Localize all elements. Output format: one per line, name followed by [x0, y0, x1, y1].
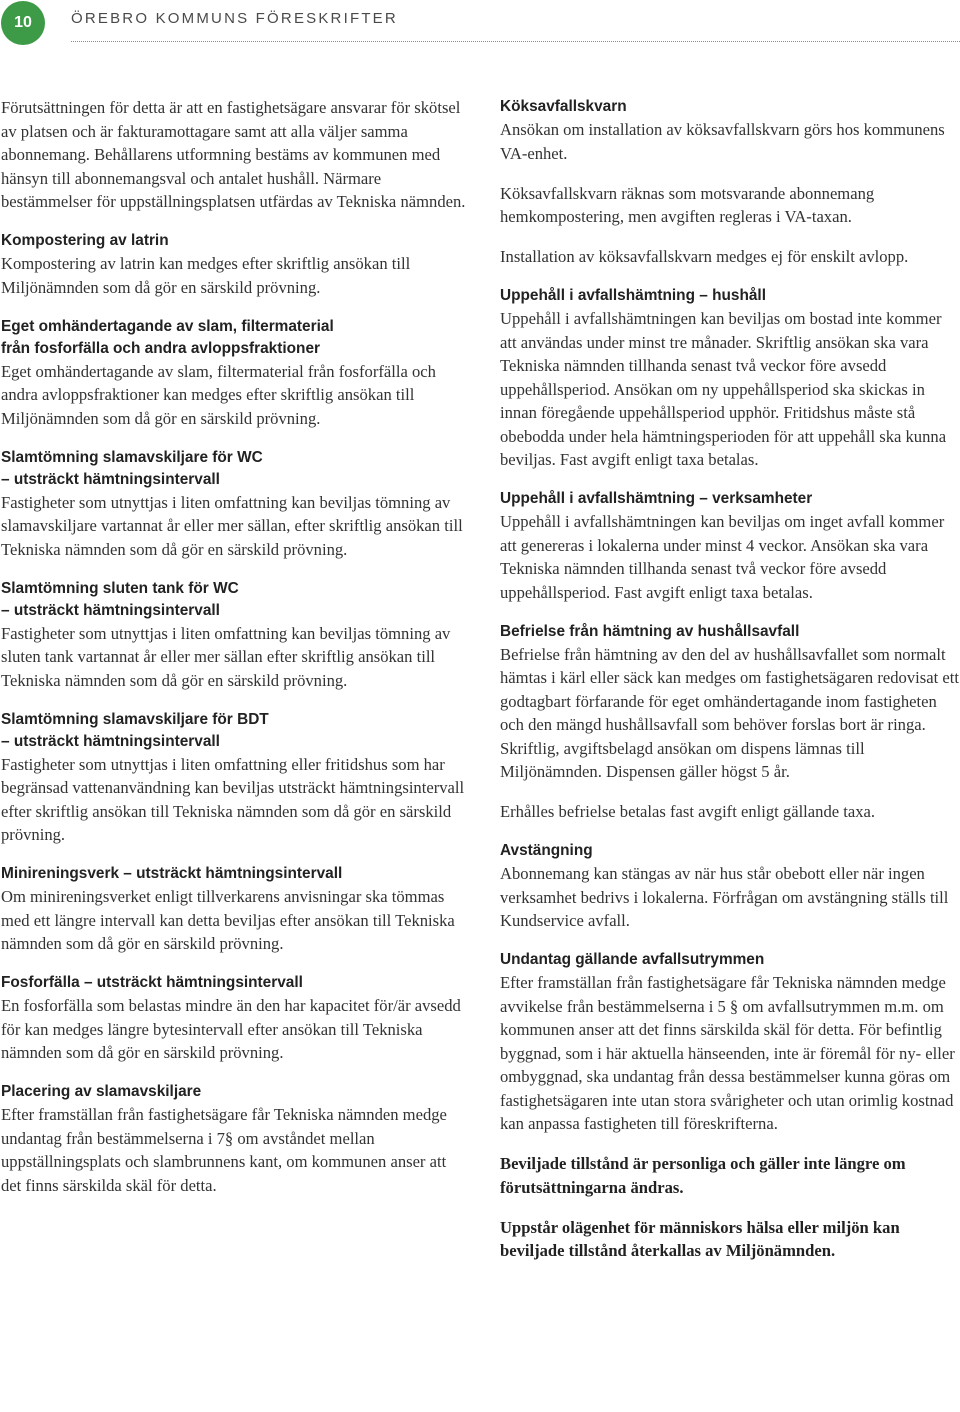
section-paragraph: Kompostering av latrin kan medges efter skriftlig ansökan till Miljönämnden som då gör en särskild prövning.: [1, 254, 411, 297]
section-placering-slamavskiljare: [1, 1081, 466, 1197]
left-column: [1, 96, 466, 1214]
right-column: [500, 96, 960, 1279]
section-paragraph: Befrielse från hämtning av den del av hushållsavfallet som normalt hämtas i kärl eller säck kan medges om fastighetsägaren redovisat ett godtagbart förfarande för eget omhändertagande inom fastigheten och den mängd hushållsavfall som behöver forslas bort är ringa. Skriftlig, avgiftsbelagd ansökan om dispens lämnas till Miljönämnden. Dispensen gäller högst 5 år.: [500, 644, 959, 781]
section-heading: Uppehåll i avfallshämtning – verksamheter: [500, 490, 813, 507]
section-paragraph: En fosforfälla som belastas mindre än den har kapacitet för/är avsedd för kan medges längre bytesintervall efter ansökan till Tekniska nämnden som då gör en särskild prövning.: [1, 996, 461, 1062]
section-heading: Slamtömning sluten tank för WC – utsträckt hämtningsintervall: [1, 579, 239, 619]
section-paragraph: Uppehåll i avfallshämtningen kan beviljas om bostad inte kommer att användas under minst tre månader. Skriftlig ansökan ska vara Tekniska nämnden tillhanda senast två veckor före avsedd uppehållsperiod. Ansökan om ny uppehållsperiod ska skickas in innan föregående uppehållsperiod upphör. Fritidshus måste stå obebodda under hela hämtningsperioden för att uppehåll ska kunna beviljas. Fast avgift enligt taxa betalas.: [500, 309, 947, 469]
section-avstangning: [500, 840, 960, 933]
section-slamtomning-bdt: [1, 709, 466, 847]
section-heading: Eget omhändertagande av slam, filtermaterial från fosforfälla och andra avloppsfraktioner: [1, 317, 334, 357]
section-uppehall-hushall: [500, 285, 960, 472]
section-heading: Undantag gällande avfallsutrymmen: [500, 951, 765, 968]
section-paragraph: Eget omhändertagande av slam, filtermaterial från fosforfälla och andra avloppsfraktioner kan medges efter skriftlig ansökan till Miljönämnden som då gör en särskild prövning.: [1, 361, 436, 428]
section-paragraph: Fastigheter som utnyttjas i liten omfattning eller fritidshus som har begränsad vattenanvändning kan beviljas utsträckt hämtningsintervall efter skriftlig ansökan till Tekniska nämnden som då gör en särskild prövning.: [1, 754, 465, 844]
section-paragraph: Efter framställan från fastighetsägare får Tekniska nämnden medge avvikelse från bestämmelserna i 5 § om avfallsutrymmen m.m. om kommunen anser att det finns särskilda skäl för detta. För befintlig byggnad, som i här aktuella hänseenden, inte är föremål för ny- eller ombyggnad, ska undantag från dessa bestämmelser kunna göras om fastighetsägaren inte utan stora svårigheter och utan orimlig kostnad kan anpassa fastigheten till föreskrifterna.: [500, 973, 955, 1133]
section-paragraph: Erhålles befrielse betalas fast avgift enligt gällande taxa.: [500, 802, 876, 821]
section-heading: Befrielse från hämtning av hushållsavfall: [500, 622, 800, 640]
section-sluten-tank: [1, 578, 466, 693]
section-slamtomning-wc: [1, 447, 466, 562]
section-paragraph: Abonnemang kan stängas av när hus står obebott eller när ingen verksamhet bedrivs i lokalerna. Förfrågan om avstängning ställs till Kundservice avfall.: [500, 864, 949, 930]
section-kompostering-latrin: [1, 230, 466, 299]
section-paragraph: Fastigheter som utnyttjas i liten omfattning kan beviljas tömning av slamavskiljare vartannat år eller mer sällan, efter skriftlig ansökan till Tekniska nämnden som då gör en särskild prövning.: [1, 492, 463, 559]
section-heading: Uppehåll i avfallshämtning – hushåll: [500, 287, 766, 304]
section-undantag-avfallsutrymmen: [500, 949, 960, 1136]
header-divider: [71, 41, 960, 42]
section-paragraph: Ansökan om installation av köksavfallskvarn görs hos kommunens VA-enhet.: [500, 120, 945, 163]
section-paragraph: Installation av köksavfallskvarn medges ej för enskilt avlopp.: [500, 247, 909, 266]
section-paragraph: Uppehåll i avfallshämtningen kan beviljas om inget avfall kommer att genereras i lokalerna under minst 4 veckor. Ansökan ska vara Tekniska nämnden tillhanda senast två veckor före avsedd uppehållsperiod. Fast avgift enligt taxa betalas.: [500, 512, 945, 602]
section-heading: Avstängning: [500, 842, 593, 859]
section-heading: Slamtömning slamavskiljare för WC – utsträckt hämtningsintervall: [1, 448, 263, 488]
section-minireningsverk: [1, 863, 466, 956]
page-number-badge: 10: [1, 1, 45, 45]
section-heading: Kompostering av latrin: [1, 232, 169, 249]
intro-paragraph: Förutsättningen för detta är att en fastighetsägare ansvarar för skötsel av platsen och är fakturamottagare samt att alla väljer samma abonnemang. Behållarens utformning bestäms av kommunen med hänsyn till abonnemangsval och antalet hushåll. Närmare bestämmelser för uppställningsplatsen utfärdas av Tekniska nämnden.: [1, 98, 466, 211]
section-heading: Minireningsverk – utsträckt hämtningsintervall: [1, 865, 343, 882]
statement-personliga-tillstand: Beviljade tillstånd är personliga och gäller inte längre om förutsättningarna ändras.: [500, 1154, 906, 1197]
page-header: [0, 0, 960, 48]
section-heading: Köksavfallskvarn: [500, 98, 627, 115]
section-paragraph: Om minireningsverket enligt tillverkarens anvisningar ska tömmas med ett längre intervall kan detta beviljas efter ansökan till Tekniska nämnden som då gör en särskild prövning.: [1, 887, 455, 953]
section-befrielse: [500, 621, 960, 824]
section-eget-omhandertagande: [1, 316, 466, 431]
section-paragraph: Efter framställan från fastighetsägare får Tekniska nämnden medge undantag från bestämmelserna i 7§ om avståndet mellan uppställningsplats och slambrunnens kant, om kommunen anser att det finns särskilda skäl för detta.: [1, 1105, 447, 1195]
section-heading: Slamtömning slamavskiljare för BDT – utsträckt hämtningsintervall: [1, 710, 269, 750]
statement-aterkallelse: Uppstår olägenhet för människors hälsa eller miljön kan beviljade tillstånd återkallas av Miljönämnden.: [500, 1217, 900, 1260]
section-fosforfalla: [1, 972, 466, 1065]
section-koksavfallskvarn: [500, 96, 960, 269]
running-title: ÖREBRO KOMMUNS FÖRESKRIFTER: [71, 10, 398, 27]
section-heading: Placering av slamavskiljare: [1, 1083, 202, 1100]
section-paragraph: Fastigheter som utnyttjas i liten omfattning kan beviljas tömning av sluten tank vartannat år eller mer sällan efter skriftlig ansökan till Tekniska nämnden som då gör en särskild prövning.: [1, 623, 451, 690]
section-paragraph: Köksavfallskvarn räknas som motsvarande abonnemang hemkompostering, men avgiften regleras i VA-taxan.: [500, 183, 875, 226]
section-uppehall-verksamheter: [500, 488, 960, 604]
section-heading: Fosforfälla – utsträckt hämtningsintervall: [1, 974, 303, 991]
